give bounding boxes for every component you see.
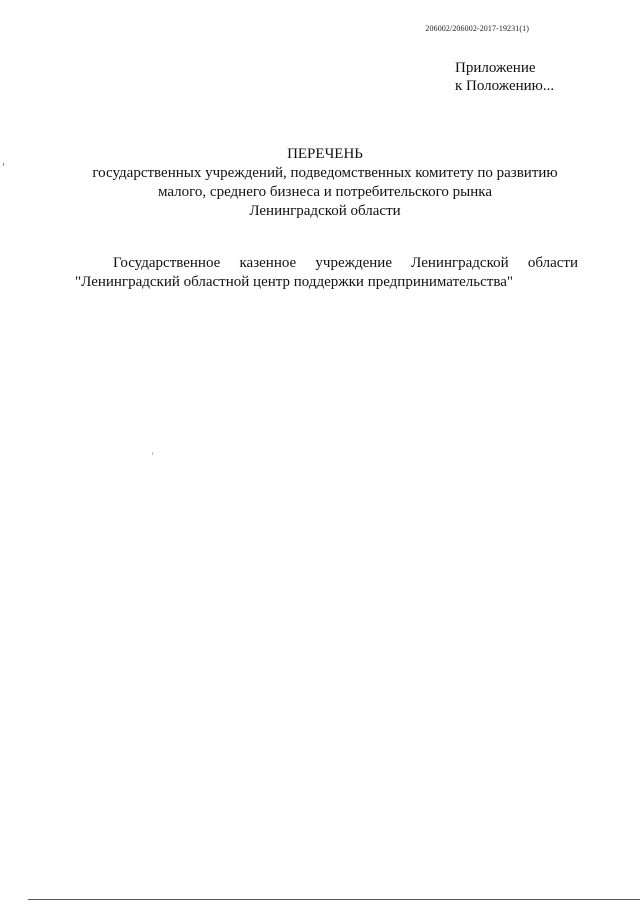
document-heading: ПЕРЕЧЕНЬ xyxy=(287,146,363,162)
scan-bottom-edge-line xyxy=(28,899,640,900)
institution-line-1: Государственное казенное учреждение Ленинградской области xyxy=(113,255,578,271)
scan-artifact-center xyxy=(152,452,153,455)
appendix-line-2: к Положению... xyxy=(455,78,555,94)
appendix-line-1: Приложение xyxy=(455,60,536,76)
document-title-line-1: государственных учреждений, подведомственных комитету по развитию xyxy=(92,165,558,181)
institution-entry xyxy=(75,254,578,292)
appendix-note xyxy=(455,59,554,95)
document-registration-number: 206002/206002-2017-19231(1) xyxy=(425,24,529,33)
document-title-line-2: малого, среднего бизнеса и потребительского рынка xyxy=(157,184,493,200)
document-title-line-3: Ленинградской области xyxy=(249,203,401,219)
document-title-block xyxy=(60,145,590,221)
institution-line-2: "Ленинградский областной центр поддержки предпринимательства" xyxy=(75,274,513,290)
scan-artifact-left xyxy=(3,163,4,166)
